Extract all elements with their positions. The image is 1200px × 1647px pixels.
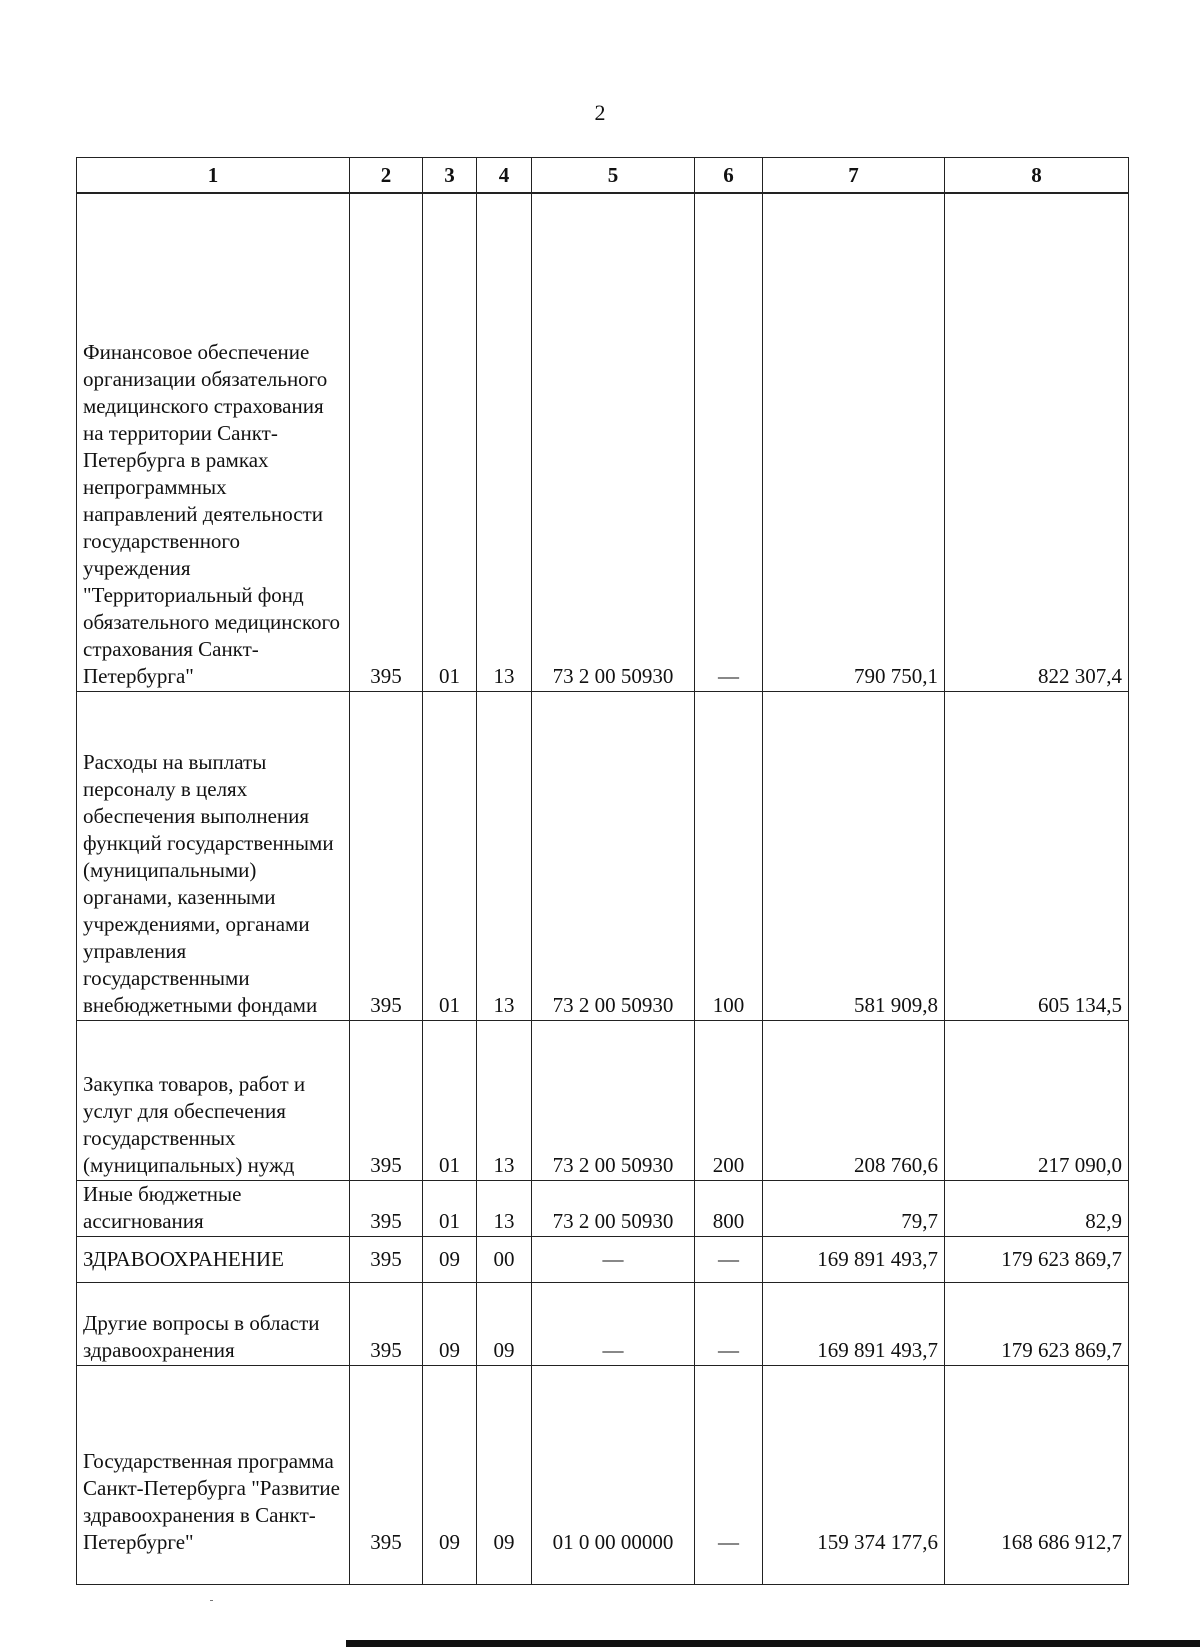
row-name: Расходы на выплаты персоналу в целях обеспечения выполнения функций государственными (муниципальными) органами, казенными учреждениями, органами управления государственными внебюджетными фондами (77, 692, 350, 1021)
table-row (77, 1237, 1129, 1283)
row-c7: 79,7 (763, 1181, 945, 1237)
table-row (77, 692, 1129, 1021)
row-c7: 169 891 493,7 (763, 1237, 945, 1283)
row-c3: 01 (423, 193, 477, 692)
header-col-3: 3 (423, 158, 477, 194)
table-row (77, 1021, 1129, 1181)
row-c2: 395 (350, 1283, 423, 1366)
row-c3: 09 (423, 1283, 477, 1366)
row-c2: 395 (350, 1021, 423, 1181)
row-c3: 01 (423, 692, 477, 1021)
table-row (77, 193, 1129, 692)
row-c6: — (695, 1366, 763, 1585)
row-c7: 208 760,6 (763, 1021, 945, 1181)
row-c8: 822 307,4 (945, 193, 1129, 692)
row-c6: — (695, 1283, 763, 1366)
row-c2: 395 (350, 1181, 423, 1237)
scan-edge-bar (346, 1640, 1200, 1647)
row-c5: — (532, 1237, 695, 1283)
table-row (77, 1181, 1129, 1237)
row-c6: 800 (695, 1181, 763, 1237)
row-c4: 13 (477, 193, 532, 692)
row-c8: 605 134,5 (945, 692, 1129, 1021)
row-c3: 01 (423, 1181, 477, 1237)
row-name: Другие вопросы в области здравоохранения (77, 1283, 350, 1366)
row-c8: 82,9 (945, 1181, 1129, 1237)
row-c5: 73 2 00 50930 (532, 1021, 695, 1181)
budget-table (76, 157, 1129, 1585)
header-row (77, 158, 1129, 194)
header-col-8: 8 (945, 158, 1129, 194)
row-c7: 169 891 493,7 (763, 1283, 945, 1366)
scan-speck (210, 1600, 213, 1601)
row-c6: — (695, 193, 763, 692)
row-c4: 00 (477, 1237, 532, 1283)
row-c3: 09 (423, 1366, 477, 1585)
row-c7: 159 374 177,6 (763, 1366, 945, 1585)
row-c4: 13 (477, 692, 532, 1021)
row-c2: 395 (350, 692, 423, 1021)
row-name: Государственная программа Санкт-Петербурга "Развитие здравоохранения в Санкт-Петербурге" (77, 1366, 350, 1585)
row-c5: 73 2 00 50930 (532, 692, 695, 1021)
header-col-1: 1 (77, 158, 350, 194)
row-c5: 01 0 00 00000 (532, 1366, 695, 1585)
row-c5: — (532, 1283, 695, 1366)
row-c5: 73 2 00 50930 (532, 193, 695, 692)
row-c8: 168 686 912,7 (945, 1366, 1129, 1585)
row-c2: 395 (350, 1237, 423, 1283)
row-name: Закупка товаров, работ и услуг для обеспечения государственных (муниципальных) нужд (77, 1021, 350, 1181)
row-c5: 73 2 00 50930 (532, 1181, 695, 1237)
row-c2: 395 (350, 1366, 423, 1585)
header-col-4: 4 (477, 158, 532, 194)
row-c7: 581 909,8 (763, 692, 945, 1021)
row-c6: 100 (695, 692, 763, 1021)
header-col-5: 5 (532, 158, 695, 194)
row-c4: 09 (477, 1283, 532, 1366)
row-c8: 179 623 869,7 (945, 1237, 1129, 1283)
table-row (77, 1366, 1129, 1585)
page-number: 2 (594, 100, 606, 125)
header-col-7: 7 (763, 158, 945, 194)
row-c8: 179 623 869,7 (945, 1283, 1129, 1366)
row-c4: 09 (477, 1366, 532, 1585)
row-c4: 13 (477, 1021, 532, 1181)
header-col-6: 6 (695, 158, 763, 194)
row-c3: 09 (423, 1237, 477, 1283)
row-c3: 01 (423, 1021, 477, 1181)
row-c8: 217 090,0 (945, 1021, 1129, 1181)
table-row (77, 1283, 1129, 1366)
row-c2: 395 (350, 193, 423, 692)
header-col-2: 2 (350, 158, 423, 194)
row-c4: 13 (477, 1181, 532, 1237)
row-c6: — (695, 1237, 763, 1283)
row-name: Финансовое обеспечение организации обязательного медицинского страхования на территории Санкт-Петербурга в рамках непрограммных направлений деятельности государственного учреждения "Территориальный фонд обязательного медицинского страхования Санкт-Петербурга" (77, 193, 350, 692)
row-name: Иные бюджетные ассигнования (77, 1181, 350, 1237)
row-c7: 790 750,1 (763, 193, 945, 692)
row-c6: 200 (695, 1021, 763, 1181)
row-name: ЗДРАВООХРАНЕНИЕ (77, 1237, 350, 1283)
